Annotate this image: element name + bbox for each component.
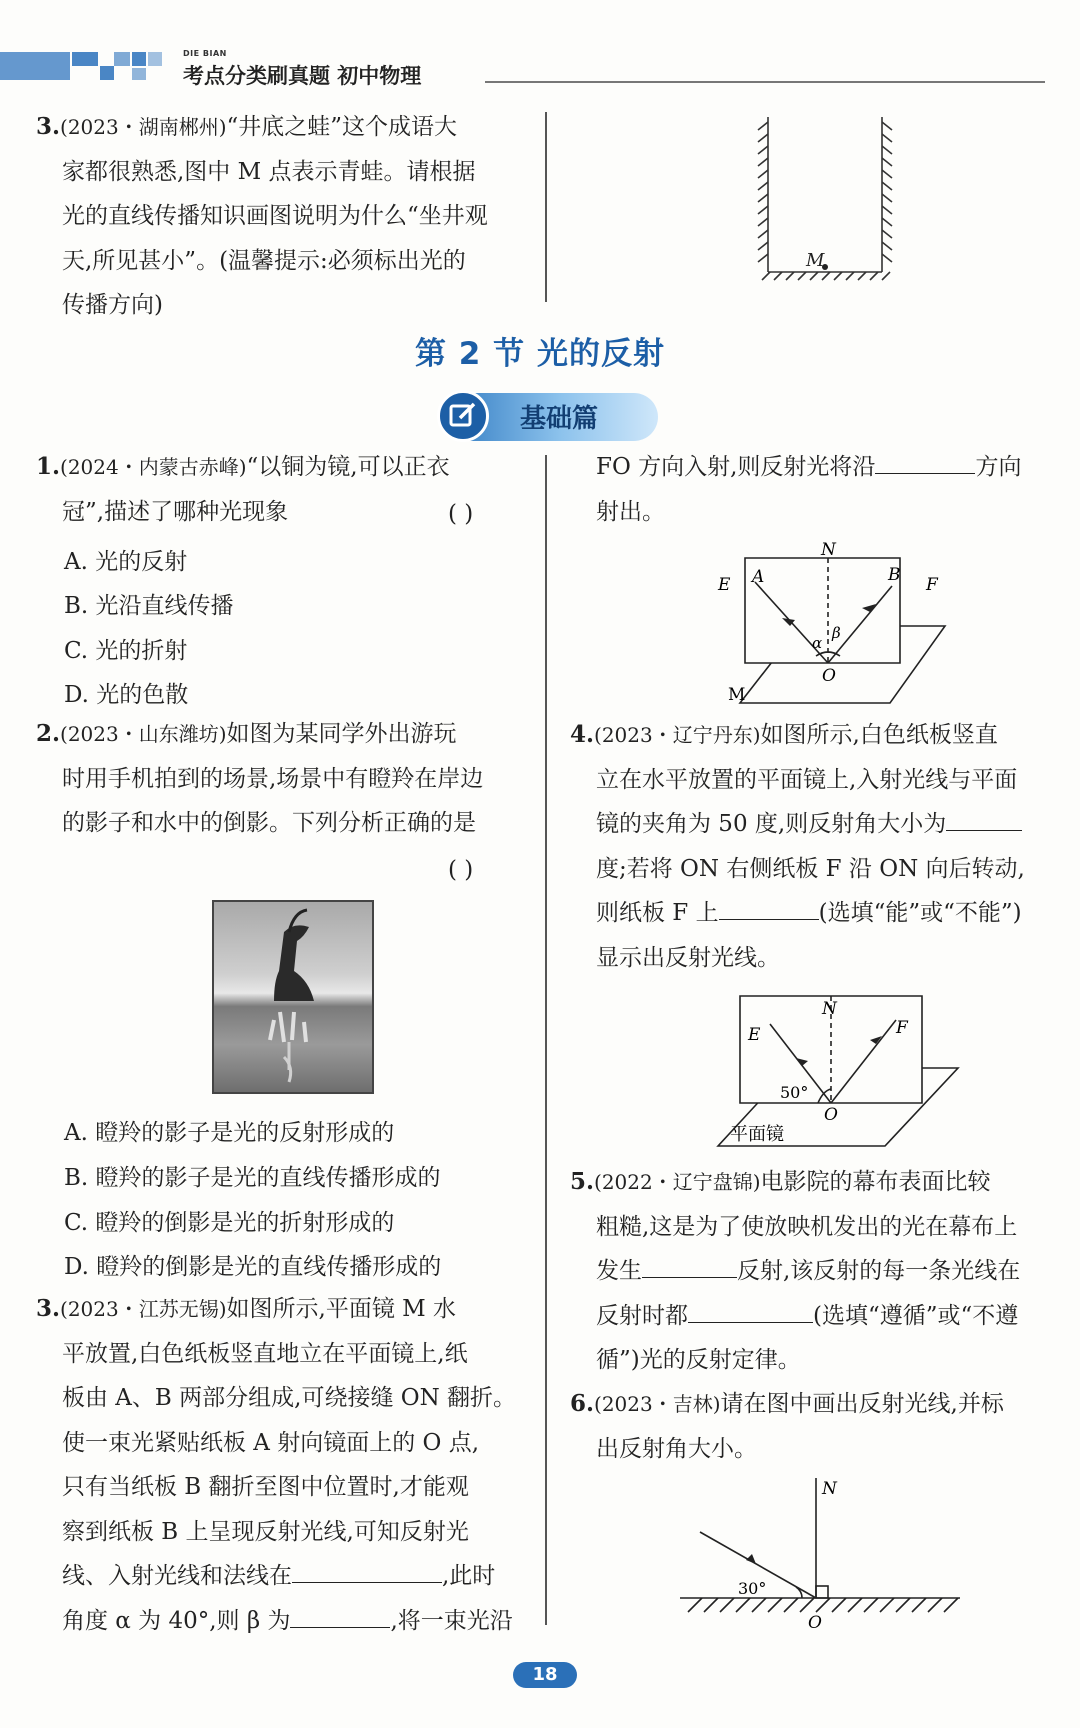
question-text: 的影子和水中的倒影。下列分析正确的是 (62, 810, 476, 836)
answer-blank[interactable] (290, 1601, 390, 1628)
question-text: (选填“能”或“不能”) (818, 900, 1022, 926)
page-number: 18 (532, 1664, 558, 1685)
label-e: E (718, 575, 731, 595)
label-n: N (822, 1479, 837, 1499)
question-source: (2023・吉林) (594, 1392, 721, 1416)
header-title: 考点分类刷真题 初中物理 (183, 64, 422, 88)
answer-blank[interactable] (946, 804, 1022, 831)
label-a: A (752, 567, 765, 587)
gazelle-photo (212, 900, 374, 1094)
section-title: 第 2 节 光的反射 (415, 336, 665, 372)
question-number: 2. (36, 720, 61, 747)
option-a: A. 光的反射 (64, 549, 188, 575)
question-5 (570, 1160, 1060, 1383)
option-b: B. 光沿直线传播 (64, 593, 234, 619)
question-text: 出反射角大小。 (596, 1435, 757, 1462)
question-text: 发生 (596, 1258, 642, 1284)
question-text: 反射,该反射的每一条光线在 (737, 1258, 1021, 1284)
label-o: O (822, 666, 836, 686)
reflection-board-diagram (700, 538, 960, 713)
question-source: (2023・江苏无锡) (60, 1297, 227, 1321)
question-text: 只有当纸板 B 翻折至图中位置时,才能观 (62, 1474, 469, 1500)
plane-mirror-diagram (710, 988, 970, 1153)
question-text: (选填“遵循”或“不遵 (813, 1302, 1019, 1329)
answer-paren: ( ) (448, 857, 474, 883)
question-text: 察到纸板 B 上呈现反射光线,可知反射光 (62, 1518, 469, 1545)
question-text: 则纸板 F 上 (596, 900, 719, 926)
question-text: 如图所示,白色纸板竖直 (760, 722, 998, 748)
incident-ray-diagram (680, 1470, 970, 1630)
question-text: 显示出反射光线。 (596, 944, 780, 971)
question-6 (570, 1382, 1060, 1471)
question-text: “井底之蛙”这个成语大 (226, 114, 458, 140)
question-text: 度;若将 ON 右侧纸板 F 沿 ON 向后转动, (596, 855, 1025, 882)
well-diagram (750, 112, 900, 287)
option-b: B. 瞪羚的影子是光的直线传播形成的 (64, 1165, 441, 1191)
question-number: 5. (570, 1168, 595, 1195)
option-d: D. 光的色散 (64, 682, 189, 708)
label-angle: 50° (780, 1083, 809, 1102)
option-c: C. 光的折射 (64, 638, 188, 664)
question-number: 3. (36, 1295, 61, 1322)
label-alpha: α (812, 634, 823, 652)
question-text: 板由 A、B 两部分组成,可绕接缝 ON 翻折。 (62, 1385, 517, 1411)
question-number: 6. (570, 1390, 595, 1417)
question-text: 时用手机拍到的场景,场景中有瞪羚在岸边 (62, 765, 484, 792)
label-n: N (821, 540, 836, 560)
label-f: F (926, 575, 938, 595)
question-number: 4. (570, 721, 595, 748)
section-badge-label: 基础篇 (520, 404, 599, 434)
answer-blank[interactable] (875, 447, 975, 474)
question-text: “以铜为镜,可以正衣 (246, 454, 450, 480)
question-text: 电影院的幕布表面比较 (760, 1169, 991, 1195)
question-text: 天,所见甚小”。(温馨提示:必须标出光的 (62, 247, 466, 274)
question-source: (2023・湖南郴州) (60, 115, 227, 139)
label-o: O (824, 1105, 838, 1125)
question-text: 射出。 (596, 498, 665, 525)
answer-blank[interactable] (292, 1556, 442, 1583)
point-label-m: M (806, 250, 825, 271)
question-text: ,将一束光沿 (390, 1607, 513, 1634)
question-text: 线、入射光线和法线在 (62, 1563, 292, 1589)
question-4 (570, 713, 1060, 980)
label-o: O (808, 1613, 822, 1630)
header-rule (485, 81, 1045, 83)
question-text: 反射时都 (596, 1302, 688, 1329)
label-f: F (896, 1018, 908, 1038)
label-beta: β (832, 624, 841, 642)
question-text: 循”)光的反射定律。 (596, 1347, 801, 1373)
label-m: M (728, 685, 746, 705)
question-text: 传播方向) (62, 292, 163, 318)
question-number: 1. (36, 453, 61, 480)
question-source: (2022・辽宁盘锦) (594, 1170, 761, 1194)
question-text: FO 方向入射,则反射光将沿 (596, 454, 876, 480)
answer-blank[interactable] (719, 893, 819, 920)
option-d: D. 瞪羚的倒影是光的直线传播形成的 (64, 1254, 442, 1280)
label-n: N (822, 999, 837, 1019)
answer-blank[interactable] (688, 1296, 813, 1323)
column-divider (545, 455, 547, 1625)
label-e: E (748, 1025, 761, 1045)
label-mirror: 平面镜 (730, 1124, 784, 1145)
top-question (36, 105, 526, 328)
label-angle: 30° (738, 1579, 767, 1598)
question-text: 使一束光紧贴纸板 A 射向镜面上的 O 点, (62, 1429, 480, 1456)
question-text: 方向 (975, 454, 1022, 480)
column-divider (545, 112, 547, 302)
question-3 (36, 1287, 536, 1643)
question-2 (36, 712, 526, 846)
question-text: 光的直线传播知识画图说明为什么“坐井观 (62, 203, 488, 229)
question-number: 3. (36, 113, 61, 140)
question-text: 角度 α 为 40°,则 β 为 (62, 1607, 291, 1634)
question-text: 冠”,描述了哪种光现象 (62, 498, 289, 525)
question-text: 如图为某同学外出游玩 (226, 721, 457, 747)
question-text: 家都很熟悉,图中 M 点表示青蛙。请根据 (62, 158, 476, 185)
label-b: B (888, 565, 901, 585)
question-text: 如图所示,平面镜 M 水 (226, 1296, 457, 1322)
question-text: 镜的夹角为 50 度,则反射角大小为 (596, 811, 947, 837)
option-c: C. 瞪羚的倒影是光的折射形成的 (64, 1210, 395, 1236)
question-3-continued (596, 445, 1056, 534)
header-subtitle: DIE BIAN (183, 49, 227, 58)
question-text: ,此时 (442, 1563, 496, 1589)
question-source: (2023・辽宁丹东) (594, 723, 761, 747)
edit-icon (437, 390, 489, 442)
question-text: 平放置,白色纸板竖直地立在平面镜上,纸 (62, 1340, 468, 1367)
question-source: (2023・山东潍坊) (60, 722, 227, 746)
question-source: (2024・内蒙古赤峰) (60, 455, 247, 479)
answer-blank[interactable] (642, 1251, 737, 1278)
question-text: 立在水平放置的平面镜上,入射光线与平面 (596, 766, 1018, 793)
question-text: 粗糙,这是为了使放映机发出的光在幕布上 (596, 1213, 1018, 1240)
answer-paren: ( ) (448, 501, 474, 527)
option-a: A. 瞪羚的影子是光的反射形成的 (64, 1120, 395, 1146)
question-text: 请在图中画出反射光线,并标 (720, 1391, 1004, 1417)
